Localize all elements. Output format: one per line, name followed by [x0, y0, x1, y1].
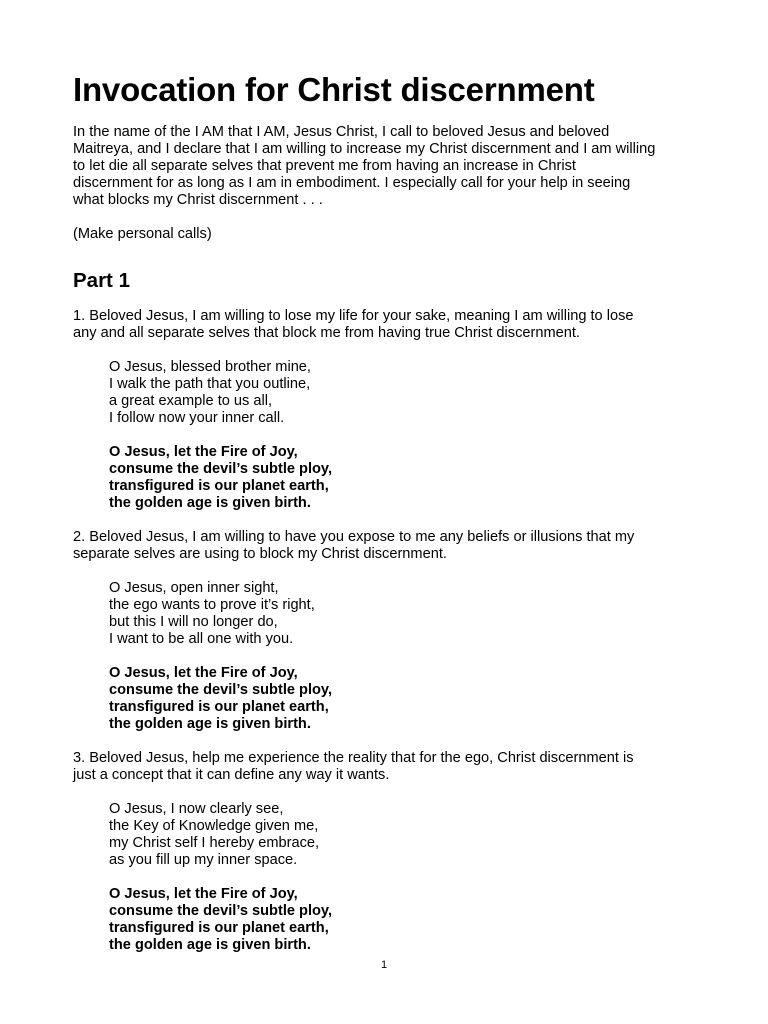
- verse-line: O Jesus, blessed brother mine,: [109, 359, 311, 375]
- verse-line: the ego wants to prove it’s right,: [109, 597, 315, 613]
- call-line: 3. Beloved Jesus, help me experience the reality that for the ego, Christ discernment is: [73, 750, 634, 766]
- invocation-section-3: [73, 750, 703, 954]
- refrain-line: O Jesus, let the Fire of Joy,: [109, 444, 298, 460]
- verse-line: my Christ self I hereby embrace,: [109, 835, 320, 851]
- intro-line: discernment for as long as I am in embodiment. I especially call for your help in seeing: [73, 175, 631, 191]
- refrain-line: the golden age is given birth.: [109, 716, 311, 732]
- call-paragraph: [73, 750, 703, 784]
- invocation-intro: [73, 124, 703, 209]
- refrain-line: consume the devil’s subtle ploy,: [109, 903, 333, 919]
- verse-stanza: [109, 801, 703, 869]
- refrain-line: consume the devil’s subtle ploy,: [109, 461, 333, 477]
- document-page: [73, 70, 703, 971]
- verse-line: I follow now your inner call.: [109, 410, 285, 426]
- refrain-stanza: [109, 886, 703, 954]
- verse-stanza: [109, 359, 703, 427]
- page-number: 1: [380, 959, 388, 971]
- refrain-line: the golden age is given birth.: [109, 937, 311, 953]
- verse-line: O Jesus, open inner sight,: [109, 580, 279, 596]
- call-line: 1. Beloved Jesus, I am willing to lose my life for your sake, meaning I am willing to lose: [73, 308, 634, 324]
- call-line: 2. Beloved Jesus, I am willing to have you expose to me any beliefs or illusions that my: [73, 529, 635, 545]
- verse-line: I walk the path that you outline,: [109, 376, 311, 392]
- verse-line: as you fill up my inner space.: [109, 852, 298, 868]
- verse-line: a great example to us all,: [109, 393, 273, 409]
- verse-stanza: [109, 580, 703, 648]
- intro-line: In the name of the I AM that I AM, Jesus Christ, I call to beloved Jesus and beloved: [73, 124, 610, 140]
- verse-line: but this I will no longer do,: [109, 614, 278, 630]
- call-paragraph: [73, 529, 703, 563]
- refrain-stanza: [109, 665, 703, 733]
- verse-line: I want to be all one with you.: [109, 631, 294, 647]
- verse-line: O Jesus, I now clearly see,: [109, 801, 284, 817]
- invocation-section-2: [73, 529, 703, 733]
- intro-line: Maitreya, and I declare that I am willing to increase my Christ discernment and I am willing: [73, 141, 656, 157]
- refrain-line: O Jesus, let the Fire of Joy,: [109, 886, 298, 902]
- refrain-line: O Jesus, let the Fire of Joy,: [109, 665, 298, 681]
- call-line: separate selves are using to block my Christ discernment.: [73, 546, 447, 562]
- invocation-section-1: [73, 308, 703, 512]
- refrain-stanza: [109, 444, 703, 512]
- call-paragraph: [73, 308, 703, 342]
- refrain-line: transfigured is our planet earth,: [109, 699, 329, 715]
- refrain-line: transfigured is our planet earth,: [109, 920, 329, 936]
- refrain-line: the golden age is given birth.: [109, 495, 311, 511]
- verse-line: the Key of Knowledge given me,: [109, 818, 319, 834]
- part-heading: Part 1: [73, 269, 130, 292]
- call-line: any and all separate selves that block me from having true Christ discernment.: [73, 325, 580, 341]
- refrain-line: transfigured is our planet earth,: [109, 478, 329, 494]
- personal-calls-note: (Make personal calls): [73, 226, 212, 242]
- call-line: just a concept that it can define any way it wants.: [73, 767, 390, 783]
- intro-line: to let die all separate selves that prevent me from having an increase in Christ: [73, 158, 576, 174]
- refrain-line: consume the devil’s subtle ploy,: [109, 682, 333, 698]
- intro-line: what blocks my Christ discernment . . .: [73, 192, 323, 208]
- document-title: Invocation for Christ discernment: [73, 71, 595, 108]
